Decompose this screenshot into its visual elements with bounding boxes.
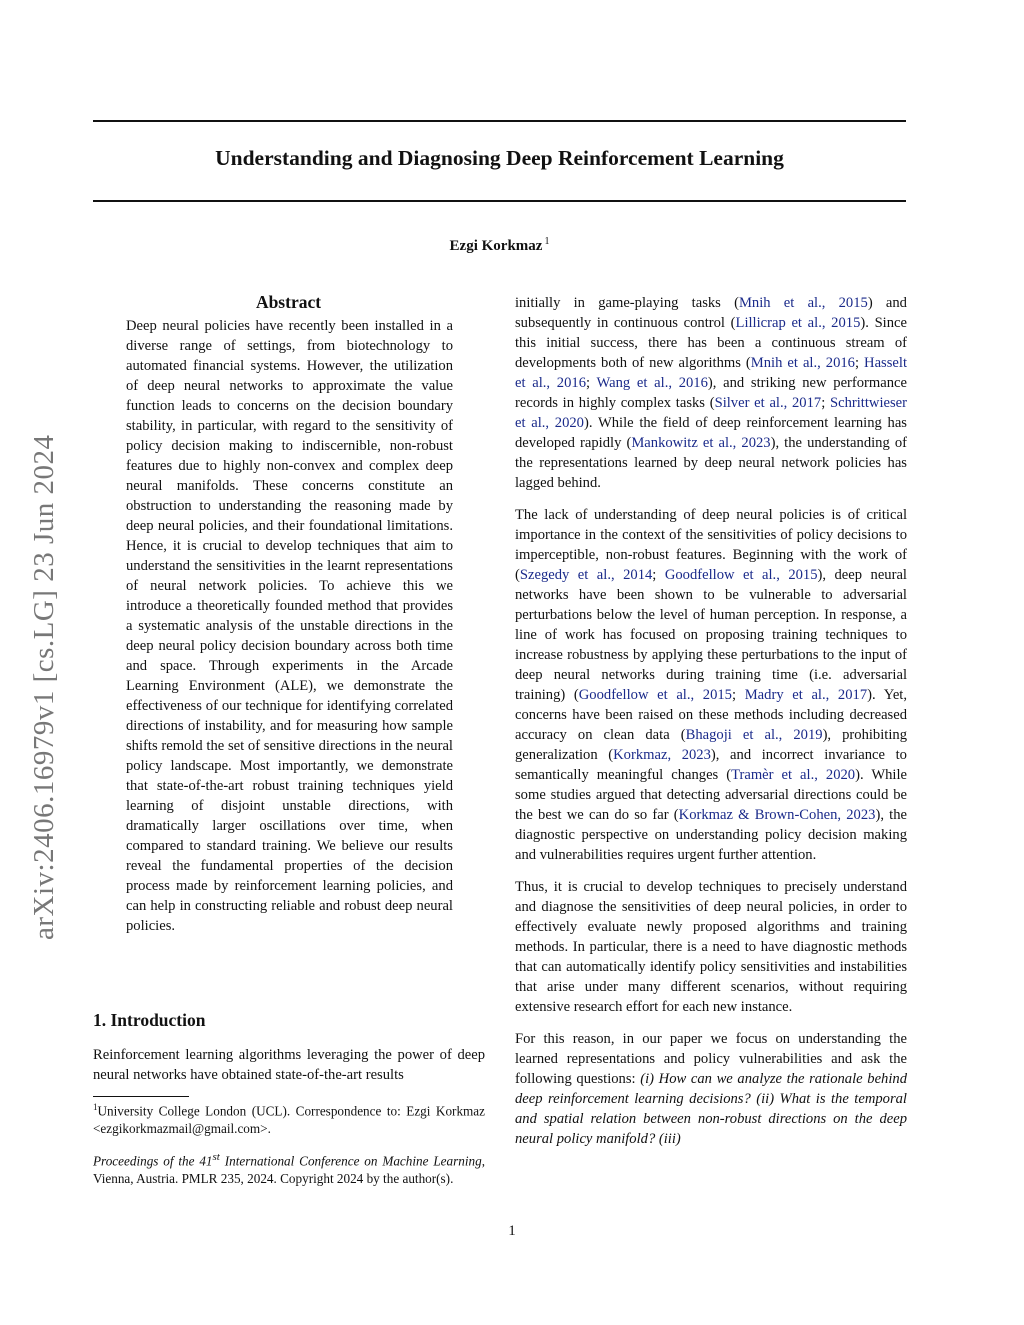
right-paragraph-1 <box>515 293 907 493</box>
citation-link[interactable]: Szegedy et al., 2014 <box>519 567 653 583</box>
text-run: ), deep neural networks have been shown to be vulnerable to adversarial perturbations below the level of human perception. In response, a line of work has focused on proposing training techniques to increase robustness by applying these perturbations to the input of deep neural networks during training time (i.e. adversarial training) ( <box>515 567 907 703</box>
abstract-heading: Abstract <box>255 292 322 312</box>
citation-link[interactable]: Lillicrap et al., 2015 <box>735 315 861 331</box>
proceedings-note <box>93 1148 485 1188</box>
citation-link[interactable]: Mnih et al., 2016 <box>750 355 855 371</box>
introduction-heading: 1. Introduction <box>93 1010 206 1030</box>
research-questions: (i) How can we analyze the rationale behind deep reinforcement learning decisions? (ii) What is the temporal and spatial relation between non-robust directions on the deep neural policy manifold? (iii) <box>515 1071 907 1147</box>
text-run: ; <box>652 567 665 583</box>
proceedings-superscript: st <box>212 1151 220 1163</box>
text-run: ), prohibiting generalization ( <box>515 727 907 763</box>
text-run: ; <box>586 375 597 391</box>
introduction-left-text: Reinforcement learning algorithms leveraging the power of deep neural networks have obtained state-of-the-art results <box>93 1047 485 1083</box>
text-run: ), the understanding of the representations learned by deep neural network policies has lagged behind. <box>515 435 908 491</box>
title-top-rule <box>93 120 906 122</box>
citation-link[interactable]: Schrittwieser et al., 2020 <box>515 395 908 431</box>
citation-link[interactable]: Tramèr et al., 2020 <box>731 767 856 783</box>
text-run: ). While the field of deep reinforcement learning has developed rapidly ( <box>515 415 907 451</box>
citation-link[interactable]: Hasselt et al., 2016 <box>515 355 907 391</box>
text-run: ; <box>731 687 745 703</box>
text-run: ). Yet, concerns have been raised on these methods including decreased accuracy on clean data ( <box>515 687 908 743</box>
text-run: ), and incorrect invariance to semantically meaningful changes ( <box>515 747 907 783</box>
text-run: ). While some studies argued that detecting adversarial directions could be the best we can do so far ( <box>515 767 907 823</box>
text-run: initially in game-playing tasks ( <box>515 295 739 311</box>
author-affiliation-mark: 1 <box>544 236 550 247</box>
paper-title: Understanding and Diagnosing Deep Reinforcement Learning <box>215 146 784 170</box>
proceedings-rest: , Vienna, Austria. PMLR 235, 2024. Copyright 2024 by the author(s). <box>93 1153 485 1187</box>
citation-link[interactable]: Bhagoji et al., 2019 <box>685 727 823 743</box>
author-name: Ezgi Korkmaz <box>449 238 543 254</box>
author-line <box>93 236 906 255</box>
citation-link[interactable]: Madry et al., 2017 <box>744 687 868 703</box>
text-run: ), and striking new performance records in highly complex tasks ( <box>515 375 907 411</box>
text-run: ; <box>854 355 865 371</box>
citation-link[interactable]: Korkmaz & Brown-Cohen, 2023 <box>678 807 876 823</box>
footnote-text: University College London (UCL). Correspondence to: Ezgi Korkmaz <ezgikorkmazmail@gmail.com>. <box>93 1103 485 1137</box>
citation-link[interactable]: Korkmaz, 2023 <box>613 747 711 763</box>
citation-link[interactable]: Goodfellow et al., 2015 <box>664 567 818 583</box>
text-run: ). Since this initial success, there has been a continuous stream of developments both of new algorithms ( <box>515 315 907 371</box>
text-run: The lack of understanding of deep neural policies is of critical importance in the context of the sensitivities of policy decisions to imperceptible, non-robust features. Beginning with the work of ( <box>515 507 907 583</box>
text-run: ) and subsequently in continuous control ( <box>515 295 907 331</box>
abstract-text: Deep neural policies have recently been installed in a diverse range of settings, from biotechnology to automated financial systems. However, the utilization of deep neural networks to approximate the value function leads to concerns on the decision boundary stability, in particular, with regard to the sensitivity of policy decision making to indiscernible, non-robust features due to highly non-convex and complex deep neural manifolds. These concerns constitute an obstruction to understanding the reasoning made by deep neural policies, and their foundational limitations. Hence, it is crucial to develop techniques that aim to understand the sensitivities in the learnt representations of neural network policies. To achieve this we introduce a theoretically founded method that provides a systematic analysis of the unstable directions in the deep neural policy decision boundary across both time and space. Through experiments in the Arcade Learning Environment (ALE), we demonstrate the effectiveness of our technique for identifying correlated directions of instability, and for measuring how sample shifts remold the set of sensitive directions in the neural policy landscape. Most importantly, we demonstrate that state-of-the-art robust training techniques yield learning of disjoint unstable directions, with dramatically larger oscillations over time, when compared to standard training. We believe our results reveal the fundamental properties of the decision process made by reinforcement learning policies, and can help in constructing reliable and robust deep neural policies. <box>126 318 453 934</box>
right-paragraph-2 <box>515 505 907 865</box>
arxiv-sidebar-stamp: arXiv:2406.16979v1 [cs.LG] 23 Jun 2024 <box>28 434 60 940</box>
text-run: ), the diagnostic perspective on understanding policy decision making and vulnerabilities requires urgent further attention. <box>515 807 907 863</box>
page-number: 1 <box>508 1223 516 1239</box>
citation-link[interactable]: Goodfellow et al., 2015 <box>578 687 732 703</box>
footnote-mark: 1 <box>93 1102 98 1112</box>
right-paragraph-4 <box>515 1029 907 1149</box>
footnote <box>93 1098 485 1138</box>
right-column <box>515 293 907 1161</box>
citation-link[interactable]: Mankowitz et al., 2023 <box>631 435 771 451</box>
text-run: ; <box>821 395 830 411</box>
citation-link[interactable]: Mnih et al., 2015 <box>738 295 868 311</box>
right-paragraph-3: Thus, it is crucial to develop techniques to precisely understand and diagnose the sensitivities of deep neural policies, in order to effectively evaluate newly proposed algorithms and training methods. In particular, there is a need to have diagnostic methods that can automatically identify policy sensitivities and instabilities that arise under many different scenarios, without requiring extensive research effort for each new instance. <box>515 879 907 1015</box>
title-bottom-rule <box>93 200 906 202</box>
proceedings-italic-before: Proceedings of the 41 <box>93 1153 213 1169</box>
citation-link[interactable]: Wang et al., 2016 <box>596 375 708 391</box>
citation-link[interactable]: Silver et al., 2017 <box>714 395 822 411</box>
footnote-rule <box>93 1096 189 1097</box>
text-run: For this reason, in our paper we focus on understanding the learned representations and policy vulnerabilities and ask the following questions: <box>515 1031 907 1087</box>
proceedings-italic-after: International Conference on Machine Learning <box>219 1153 482 1169</box>
